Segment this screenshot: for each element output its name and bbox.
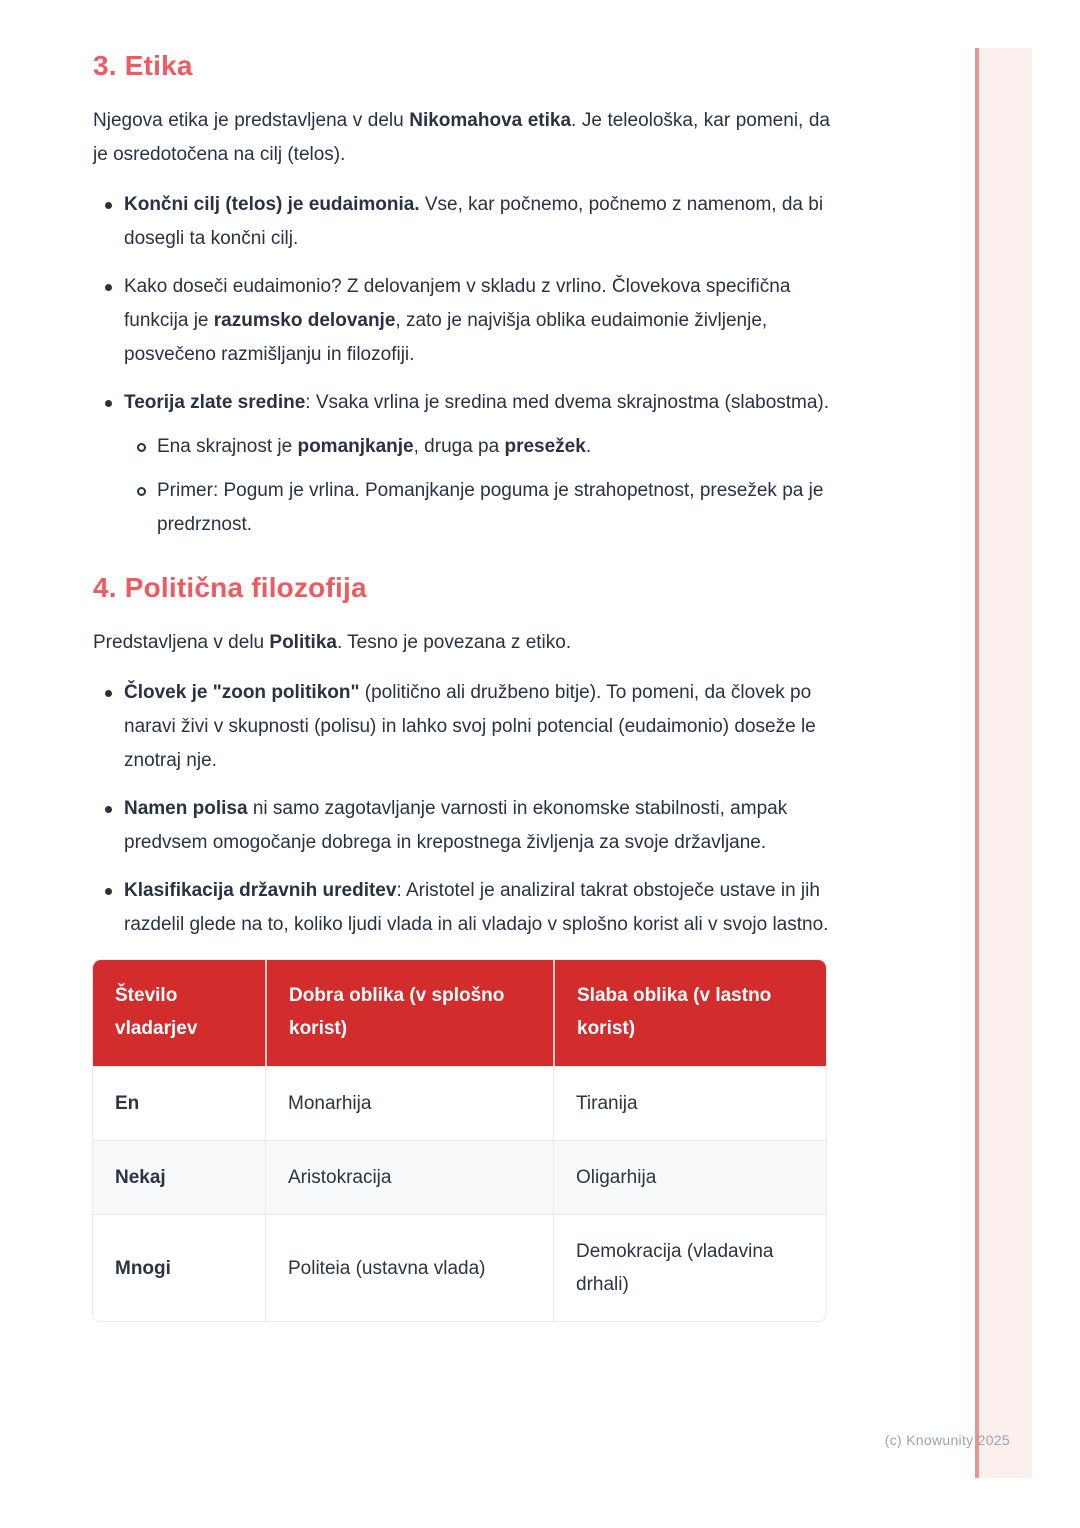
text-run: (politično ali družbeno bitje). To pomeni, da človek po naravi živi v skupnosti (polisu) in lahko svoj polni potencial (eudaimonio) doseže le znotraj nje. <box>124 682 816 771</box>
document-content <box>93 48 830 1321</box>
text-run: Predstavljena v delu <box>93 632 270 653</box>
text-run: . Tesno je povezana z etiko. <box>336 632 572 653</box>
sub-list-item <box>93 474 830 542</box>
text-run: . <box>585 436 592 457</box>
page-accent-band <box>975 48 1032 1478</box>
table-cell: En <box>93 1066 265 1140</box>
table-header-cell: Število vladarjev <box>93 960 265 1066</box>
table-cell: Mnogi <box>93 1214 265 1321</box>
section-politicna-bullet-list <box>93 676 830 942</box>
section-politicna-filozofija <box>93 570 830 942</box>
list-item <box>93 874 830 942</box>
text-run: Vse, kar počnemo, počnemo z namenom, da bi dosegli ta končni cilj. <box>124 194 824 249</box>
text-run: , druga pa <box>413 436 505 457</box>
section-politicna-intro <box>93 626 830 660</box>
table-row <box>93 1140 826 1214</box>
bullet-dot-icon <box>105 690 112 697</box>
list-item-text <box>124 188 830 256</box>
list-item <box>93 676 830 778</box>
bold-text: presežek <box>504 436 586 457</box>
table-header-cell: Slaba oblika (v lastno korist) <box>553 960 826 1066</box>
text-run: Kako doseči eudaimonio? Z delovanjem v skladu z vrlino. Človekova specifična funkcija je <box>124 276 791 331</box>
bold-text: razumsko delovanje <box>213 310 396 331</box>
list-item-text <box>124 874 830 942</box>
table-cell: Aristokracija <box>265 1140 553 1214</box>
text-run: Ena skrajnost je <box>157 436 298 457</box>
bullet-dot-icon <box>105 400 112 407</box>
table-cell: Oligarhija <box>553 1140 826 1214</box>
list-item-text <box>124 792 830 860</box>
table-cell: Monarhija <box>265 1066 553 1140</box>
table-cell: Nekaj <box>93 1140 265 1214</box>
section-etika <box>93 48 830 542</box>
bold-text: Končni cilj (telos) je eudaimonia. <box>124 194 420 215</box>
table-header-row <box>93 960 826 1066</box>
table-row <box>93 1066 826 1140</box>
table-cell: Politeia (ustavna vlada) <box>265 1214 553 1321</box>
list-item <box>93 188 830 256</box>
bold-text: Nikomahova etika <box>409 110 572 131</box>
bold-text: Teorija zlate sredine <box>124 392 306 413</box>
table-body <box>93 1066 826 1321</box>
text-run: . Je teleološka, kar pomeni, da je osredotočena na cilj (telos). <box>93 110 830 165</box>
bold-text: Politika <box>269 632 337 653</box>
text-run: : Vsaka vrlina je sredina med dvema skrajnostma (slabostma). <box>305 392 830 413</box>
bullet-dot-icon <box>105 806 112 813</box>
list-item <box>93 386 830 420</box>
copyright-footer: (c) Knowunity 2025 <box>884 1432 1010 1448</box>
text-run: Njegova etika je predstavljena v delu <box>93 110 410 131</box>
table-head <box>93 960 826 1066</box>
bold-text: Človek je "zoon politikon" <box>124 682 360 703</box>
bullet-dot-icon <box>105 888 112 895</box>
list-item <box>93 792 830 860</box>
bullet-circle-icon <box>137 443 146 452</box>
text-run: , zato je najvišja oblika eudaimonie življenje, posvečeno razmišljanju in filozofiji. <box>124 310 768 365</box>
text-run: Primer: Pogum je vrlina. Pomanjkanje poguma je strahopetnost, presežek pa je predrznost. <box>157 480 824 535</box>
sub-list-item <box>93 430 830 464</box>
table-header-cell: Dobra oblika (v splošno korist) <box>265 960 553 1066</box>
table-cell: Tiranija <box>553 1066 826 1140</box>
government-forms-table <box>93 960 826 1321</box>
bullet-dot-icon <box>105 202 112 209</box>
list-item-text <box>124 676 830 778</box>
table-row <box>93 1214 826 1321</box>
text-run: ni samo zagotavljanje varnosti in ekonomske stabilnosti, ampak predvsem omogočanje dobrega in krepostnega življenja za svoje državljane. <box>124 798 788 853</box>
list-item-text <box>157 430 830 464</box>
bullet-circle-icon <box>137 487 146 496</box>
list-item <box>93 270 830 372</box>
text-run: : Aristotel je analiziral takrat obstoječe ustave in jih razdelil glede na to, koliko ljudi vlada in ali vladajo v splošno korist ali v svojo lastno. <box>124 880 829 935</box>
list-item-text <box>124 270 830 372</box>
list-item-text <box>124 386 830 420</box>
bold-text: pomanjkanje <box>297 436 414 457</box>
section-etika-bullet-list <box>93 188 830 542</box>
section-title-etika: 3. Etika <box>93 50 193 81</box>
section-etika-intro <box>93 104 830 172</box>
bold-text: Namen polisa <box>124 798 248 819</box>
table-cell: Demokracija (vladavina drhali) <box>553 1214 826 1321</box>
section-title-politicna-filozofija: 4. Politična filozofija <box>93 572 367 603</box>
list-item-text <box>157 474 830 542</box>
bullet-dot-icon <box>105 284 112 291</box>
bold-text: Klasifikacija državnih ureditev <box>124 880 397 901</box>
